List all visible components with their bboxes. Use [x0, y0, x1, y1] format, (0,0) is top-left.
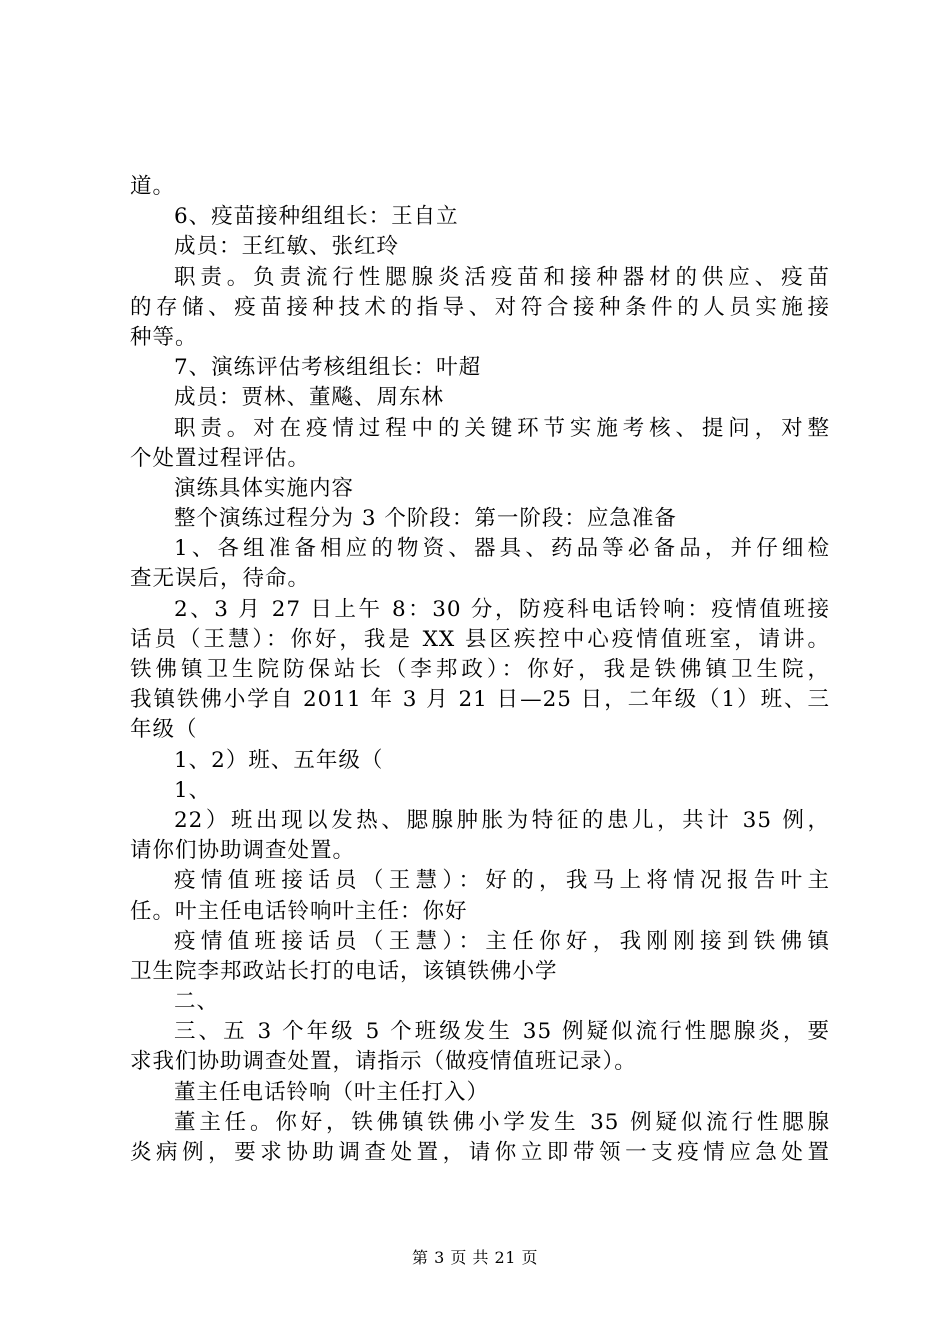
text-line: 炎病例，要求协助调查处置，请你立即带领一支疫情应急处置	[130, 1140, 830, 1165]
text-line: 1、各组准备相应的物资、器具、药品等必备品，并仔细检	[174, 536, 830, 562]
text-line: 疫情值班接话员（王慧）：主任你好，我刚刚接到铁佛镇	[174, 928, 830, 954]
text-line: 任。叶主任电话铃响叶主任：你好	[130, 898, 468, 924]
text-line: 董主任电话铃响（叶主任打入）	[174, 1079, 490, 1105]
text-line: 道。	[130, 174, 176, 199]
text-line: 求我们协助调查处置，请指示（做疫情值班记录）。	[130, 1049, 637, 1075]
document-body	[130, 172, 830, 1168]
text-line: 整个演练过程分为 3 个阶段：第一阶段：应急准备	[174, 506, 677, 532]
text-line: 成员：王红敏、张红玲	[174, 234, 400, 260]
text-line: 话员（王慧）：你好，我是 XX 县区疾控中心疫情值班室，请讲。	[130, 626, 830, 652]
text-line: 卫生院李邦政站长打的电话，该镇铁佛小学	[130, 958, 558, 984]
page-footer: 第 3 页 共 21 页	[412, 1248, 538, 1267]
text-line: 二、	[174, 989, 220, 1015]
text-line: 职责。对在疫情过程中的关键环节实施考核、提问，对整	[174, 415, 830, 441]
text-line: 董主任。你好，铁佛镇铁佛小学发生 35 例疑似流行性腮腺	[174, 1109, 830, 1135]
text-line: 6、疫苗接种组组长：王自立	[174, 204, 459, 230]
text-line: 成员：贾林、董飚、周东林	[174, 385, 445, 411]
text-line: 演练具体实施内容	[174, 475, 355, 501]
text-line: 种等。	[130, 324, 198, 350]
text-line: 2、3 月 27 日上午 8：30 分，防疫科电话铃响：疫情值班接	[174, 596, 830, 622]
text-line: 年级（	[130, 717, 198, 743]
text-line: 查无误后，待命。	[130, 566, 311, 592]
text-line: 22）班出现以发热、腮腺肿胀为特征的患儿，共计 35 例，	[174, 807, 830, 833]
text-line: 铁佛镇卫生院防保站长（李邦政）：你好，我是铁佛镇卫生院，	[130, 657, 830, 682]
text-line: 我镇铁佛小学自 2011 年 3 月 21 日—25 日，二年级（1）班、三	[130, 687, 830, 713]
text-line: 个处置过程评估。	[130, 445, 311, 471]
text-line: 疫情值班接话员（王慧）：好的，我马上将情况报告叶主	[174, 868, 830, 894]
text-line: 1、2）班、五年级（	[174, 747, 384, 773]
text-line: 的存储、疫苗接种技术的指导、对符合接种条件的人员实施接	[130, 294, 830, 320]
text-line: 三、五 3 个年级 5 个班级发生 35 例疑似流行性腮腺炎，要	[174, 1019, 830, 1045]
text-line: 职责。负责流行性腮腺炎活疫苗和接种器材的供应、疫苗	[174, 264, 830, 290]
text-line: 7、演练评估考核组组长：叶超	[174, 355, 482, 381]
text-line: 1、	[174, 777, 212, 803]
text-line: 请你们协助调查处置。	[130, 838, 356, 864]
